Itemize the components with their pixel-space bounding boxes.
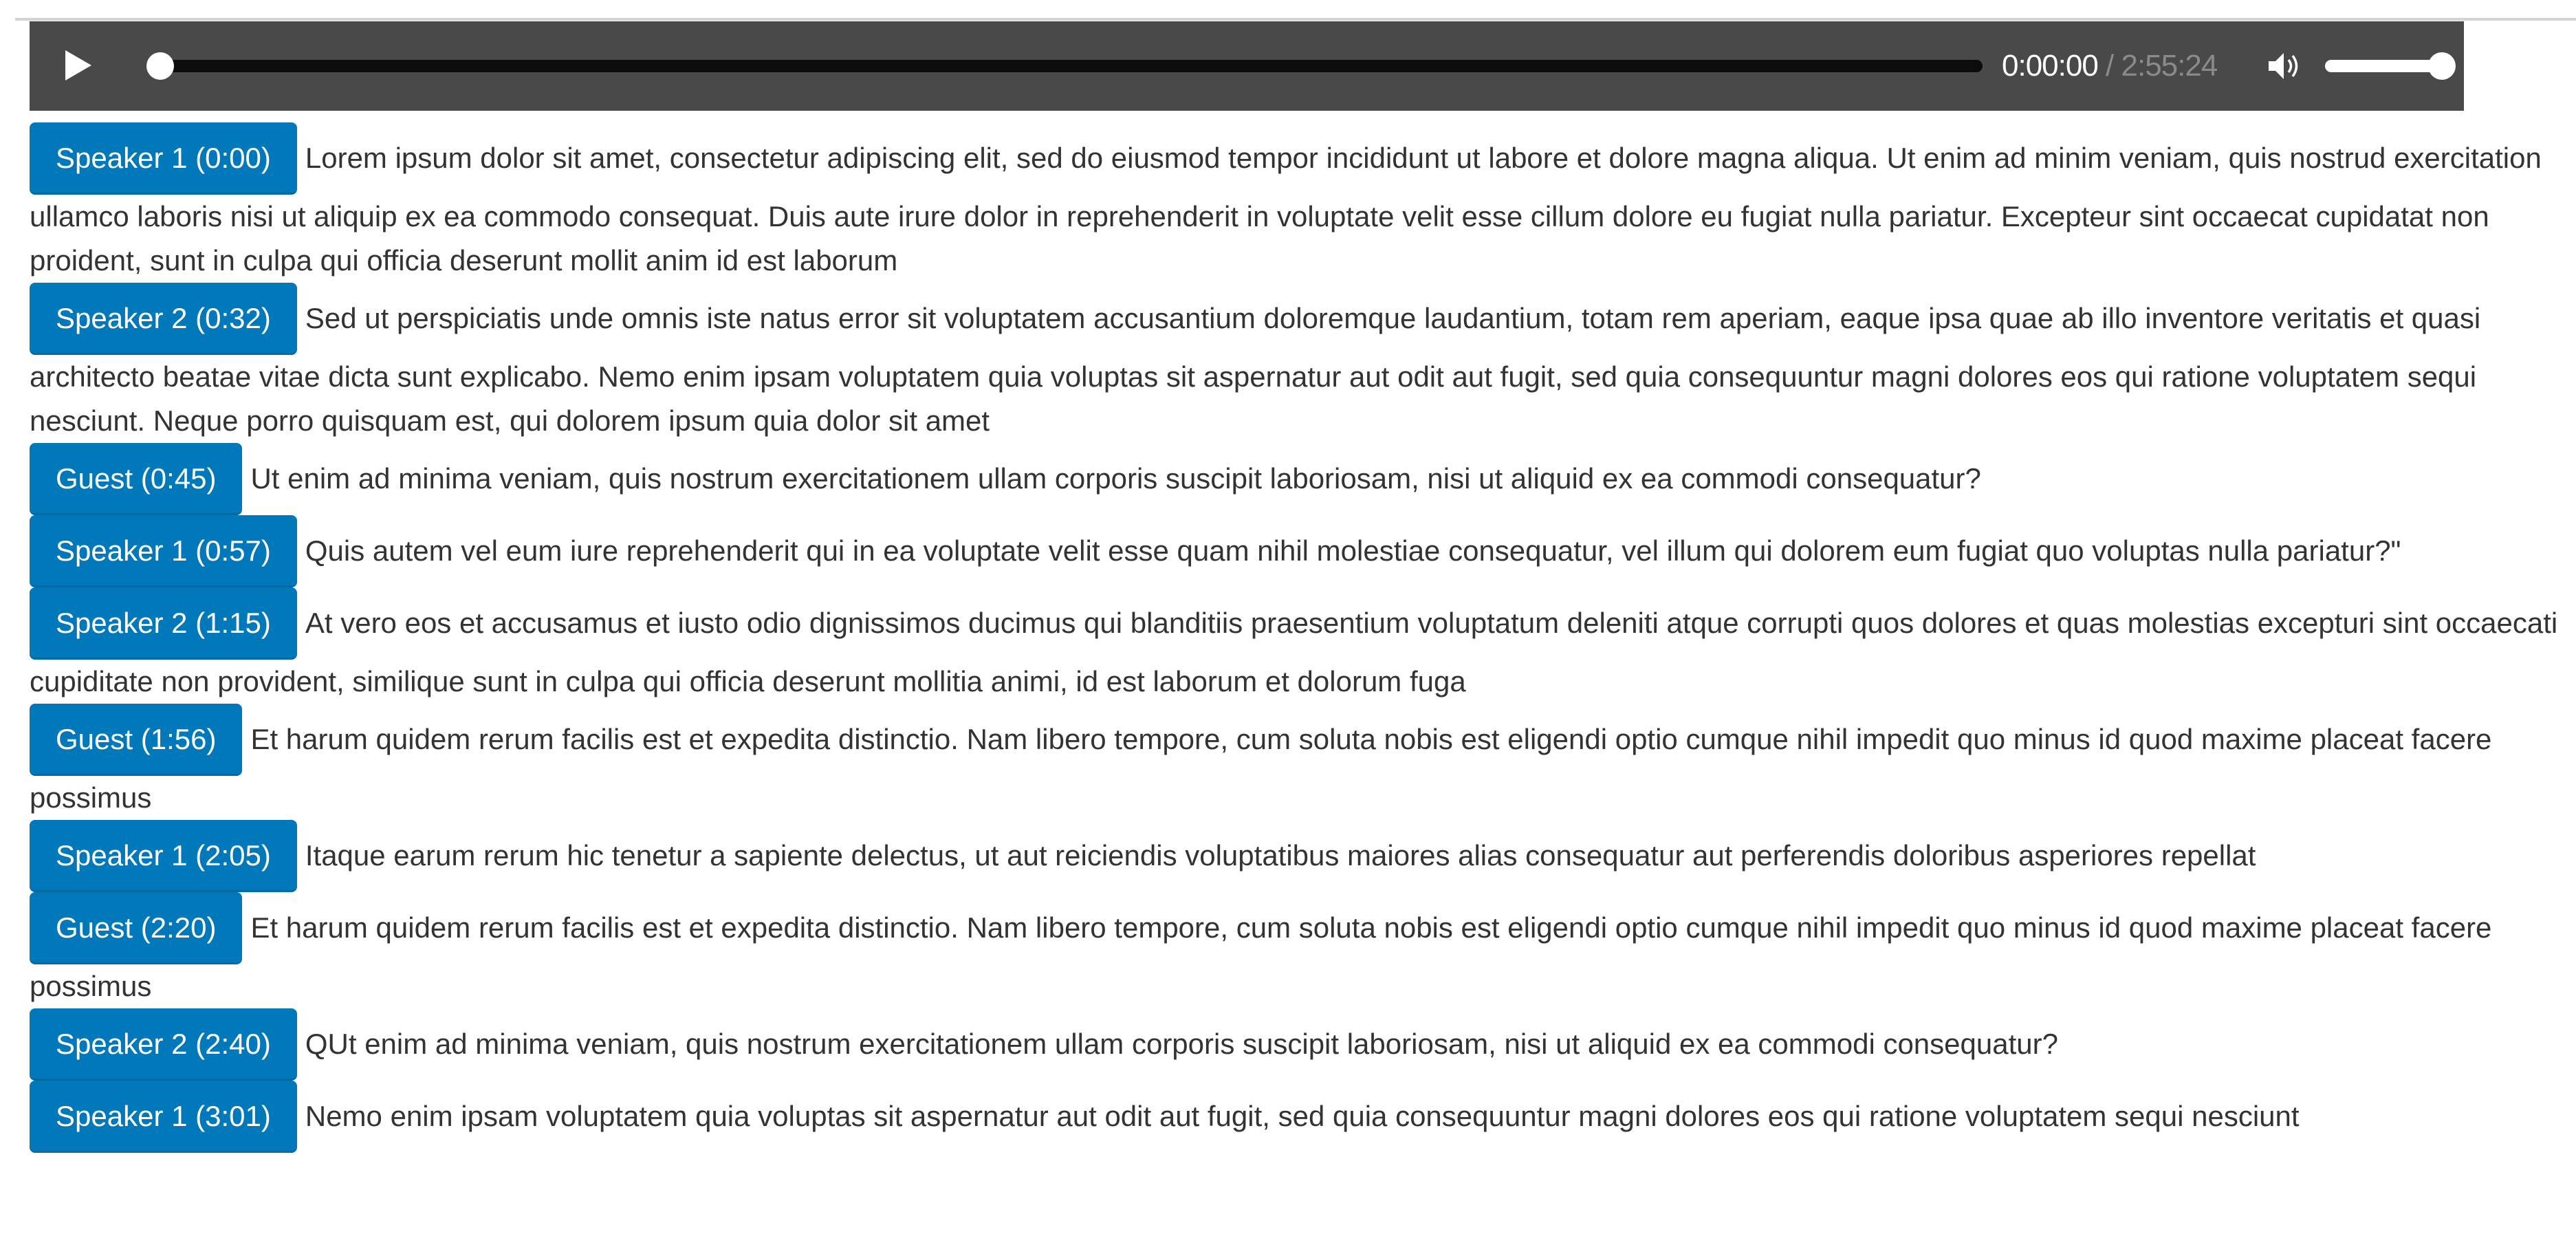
seek-bar[interactable] [146,60,1983,72]
speaker-timestamp-button[interactable]: Speaker 1 (3:01) [30,1081,297,1153]
speaker-timestamp-button[interactable]: Speaker 2 (1:15) [30,587,297,660]
time-separator: / [2097,49,2121,83]
play-icon[interactable] [65,50,91,80]
speaker-timestamp-button[interactable]: Guest (1:56) [30,704,242,776]
volume-handle[interactable] [2428,52,2456,80]
segment-text: Ut enim ad minima veniam, quis nostrum exercitationem ullam corporis suscipit laboriosam, nisi ut aliquid ex ea commodi consequatur? [250,462,1981,495]
current-time: 0:00:00 [2002,49,2098,83]
transcript [30,122,2560,1153]
segment-text: Sed ut perspiciatis unde omnis iste natus error sit voluptatem accusantium doloremque laudantium, totam rem aperiam, eaque ipsa quae ab illo inventore veritatis et quasi architecto beatae vitae dicta sunt explicabo. Nemo enim ipsam voluptatem quia voluptas sit aspernatur aut odit aut fugit, sed quia consequuntur magni dolores eos qui ratione voluptatem sequi nesciunt. Neque porro quisquam est, qui dolorem ipsum quia dolor sit amet [30,302,2481,437]
volume-icon[interactable] [2264,49,2306,83]
speaker-timestamp-button[interactable]: Guest (0:45) [30,443,242,515]
segment-text: Lorem ipsum dolor sit amet, consectetur adipiscing elit, sed do eiusmod tempor incididunt ut labore et dolore magna aliqua. Ut enim ad minim veniam, quis nostrud exercitation ullamco laboris nisi ut aliquip ex ea commodo consequat. Duis aute irure dolor in reprehenderit in voluptate velit esse cillum dolore eu fugiat nulla pariatur. Excepteur sint occaecat cupidatat non proident, sunt in culpa qui officia deserunt mollit anim id est laborum [30,142,2542,277]
transcript-segment [30,283,2560,443]
duration: 2:55:24 [2121,49,2218,83]
transcript-segment [30,1081,2560,1153]
speaker-timestamp-button[interactable]: Speaker 2 (0:32) [30,283,297,355]
segment-text: Et harum quidem rerum facilis est et expedita distinctio. Nam libero tempore, cum soluta nobis est eligendi optio cumque nihil impedit quo minus id quod maxime placeat facere possimus [30,911,2492,1002]
speaker-timestamp-button[interactable]: Speaker 1 (0:00) [30,122,297,195]
audio-player [30,21,2464,111]
transcript-segment [30,443,2560,515]
time-display [2002,45,2217,87]
volume-slider[interactable] [2325,60,2449,72]
speaker-timestamp-button[interactable]: Guest (2:20) [30,892,242,964]
speaker-timestamp-button[interactable]: Speaker 1 (2:05) [30,820,297,892]
segment-text: At vero eos et accusamus et iusto odio dignissimos ducimus qui blanditiis praesentium voluptatum deleniti atque corrupti quos dolores et quas molestias excepturi sint occaecati cupiditate non provident, similique sunt in culpa qui officia deserunt mollitia animi, id est laborum et dolorum fuga [30,607,2558,697]
seek-handle[interactable] [146,52,174,80]
speaker-timestamp-button[interactable]: Speaker 2 (2:40) [30,1008,297,1081]
page-top-divider [15,18,2576,21]
speaker-timestamp-button[interactable]: Speaker 1 (0:57) [30,515,297,587]
transcript-segment [30,704,2560,820]
transcript-segment [30,515,2560,587]
transcript-segment [30,122,2560,283]
segment-text: Nemo enim ipsam voluptatem quia voluptas sit aspernatur aut odit aut fugit, sed quia consequuntur magni dolores eos qui ratione voluptatem sequi nesciunt [305,1100,2300,1132]
transcript-segment [30,820,2560,892]
segment-text: Et harum quidem rerum facilis est et expedita distinctio. Nam libero tempore, cum soluta nobis est eligendi optio cumque nihil impedit quo minus id quod maxime placeat facere possimus [30,723,2492,814]
segment-text: Itaque earum rerum hic tenetur a sapiente delectus, ut aut reiciendis voluptatibus maiores alias consequatur aut perferendis doloribus asperiores repellat [305,839,2256,872]
transcript-segment [30,587,2560,704]
transcript-segment [30,892,2560,1008]
segment-text: QUt enim ad minima veniam, quis nostrum exercitationem ullam corporis suscipit laboriosam, nisi ut aliquid ex ea commodi consequatur? [305,1028,2058,1060]
segment-text: Quis autem vel eum iure reprehenderit qui in ea voluptate velit esse quam nihil molestiae consequatur, vel illum qui dolorem eum fugiat quo voluptas nulla pariatur?" [305,534,2401,567]
transcript-segment [30,1008,2560,1081]
